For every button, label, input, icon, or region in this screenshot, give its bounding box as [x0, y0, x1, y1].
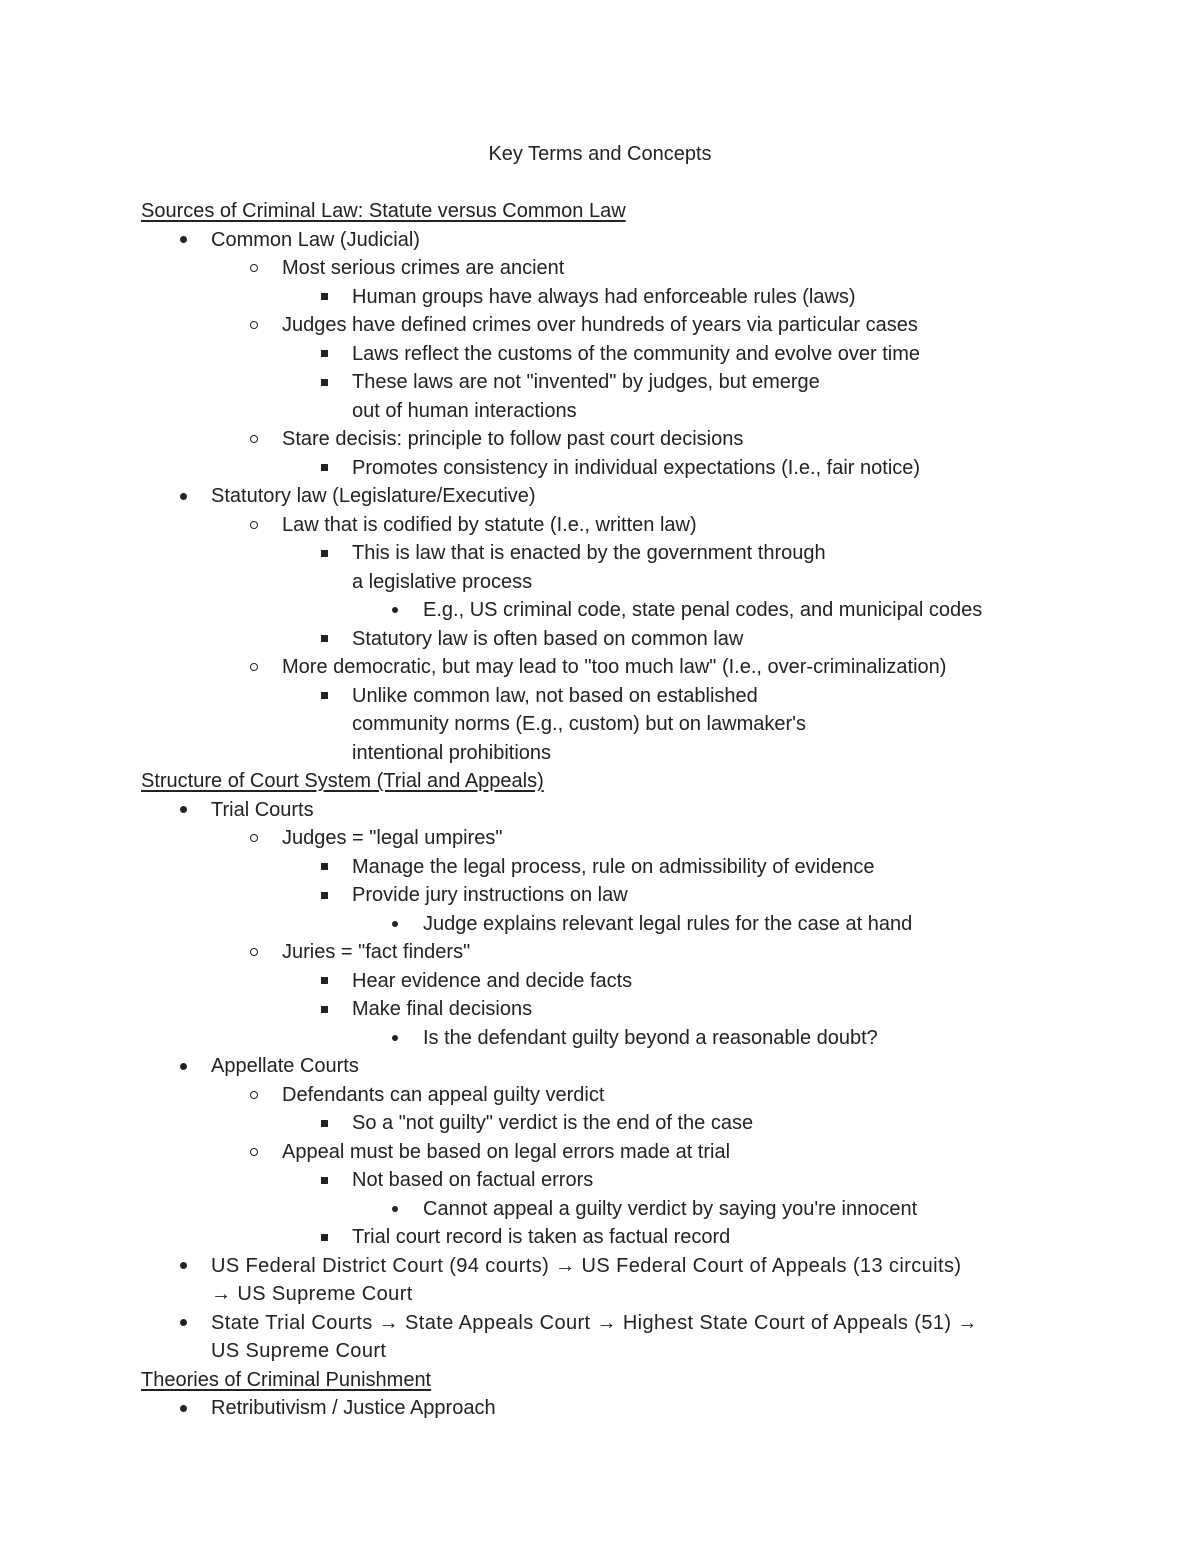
square-bullet-icon	[317, 1109, 331, 1138]
list-item: Trial court record is taken as factual record	[141, 1223, 1041, 1252]
filled-bullet-icon	[176, 796, 190, 825]
list-item: Human groups have always had enforceable rules (laws)	[141, 283, 1041, 312]
list-item: So a "not guilty" verdict is the end of the case	[141, 1109, 1041, 1138]
filled-bullet-icon	[176, 1394, 190, 1423]
square-bullet-icon	[317, 881, 331, 910]
filled-bullet-icon	[388, 1195, 402, 1224]
list-item: Appeal must be based on legal errors made at trial	[141, 1138, 1041, 1167]
square-bullet-icon	[317, 625, 331, 654]
list-item: US Federal District Court (94 courts) → US Federal Court of Appeals (13 circuits) → US Supreme Court	[141, 1252, 971, 1309]
square-bullet-icon	[317, 340, 331, 369]
list-item: Unlike common law, not based on established community norms (E.g., custom) but on lawmaker's intentional prohibitions	[141, 682, 852, 768]
list-item: These laws are not "invented" by judges, but emerge out of human interactions	[141, 368, 832, 425]
section-heading: Structure of Court System (Trial and Appeals)	[141, 770, 544, 792]
section-heading: Theories of Criminal Punishment	[141, 1368, 432, 1391]
list-item: Judges have defined crimes over hundreds of years via particular cases	[141, 311, 1041, 340]
list-item: Promotes consistency in individual expectations (I.e., fair notice)	[141, 454, 1041, 483]
square-bullet-icon	[317, 682, 331, 711]
list-item: Juries = "fact finders"	[141, 938, 1041, 967]
hollow-bullet-icon	[247, 425, 261, 454]
list-item: Appellate Courts	[141, 1052, 1041, 1081]
hollow-bullet-icon	[247, 824, 261, 853]
list-item: Retributivism / Justice Approach	[141, 1394, 1041, 1423]
list-item: Common Law (Judicial)	[141, 226, 1041, 255]
square-bullet-icon	[317, 1166, 331, 1195]
square-bullet-icon	[317, 967, 331, 996]
list-item: Statutory law (Legislature/Executive)	[141, 482, 1041, 511]
list-item: Defendants can appeal guilty verdict	[141, 1081, 1041, 1110]
square-bullet-icon	[317, 539, 331, 568]
page-title: Key Terms and Concepts	[488, 143, 712, 165]
filled-bullet-icon	[388, 910, 402, 939]
list-item: Most serious crimes are ancient	[141, 254, 1041, 283]
list-item: Provide jury instructions on law	[141, 881, 1041, 910]
square-bullet-icon	[317, 454, 331, 483]
hollow-bullet-icon	[247, 511, 261, 540]
list-item: State Trial Courts → State Appeals Court → Highest State Court of Appeals (51) → US Supreme Court	[141, 1309, 1011, 1366]
square-bullet-icon	[317, 853, 331, 882]
list-item: Is the defendant guilty beyond a reasonable doubt?	[141, 1024, 1041, 1053]
square-bullet-icon	[317, 283, 331, 312]
list-item: Judge explains relevant legal rules for the case at hand	[141, 910, 1041, 939]
hollow-bullet-icon	[247, 1081, 261, 1110]
list-item: Hear evidence and decide facts	[141, 967, 1041, 996]
list-item: This is law that is enacted by the government through a legislative process	[141, 539, 832, 596]
hollow-bullet-icon	[247, 938, 261, 967]
list-item: Trial Courts	[141, 796, 1041, 825]
list-item: Judges = "legal umpires"	[141, 824, 1041, 853]
list-item: Law that is codified by statute (I.e., written law)	[141, 511, 1041, 540]
filled-bullet-icon	[176, 1252, 190, 1281]
list-item: Statutory law is often based on common law	[141, 625, 1041, 654]
filled-bullet-icon	[176, 226, 190, 255]
square-bullet-icon	[317, 368, 331, 397]
hollow-bullet-icon	[247, 254, 261, 283]
square-bullet-icon	[317, 995, 331, 1024]
hollow-bullet-icon	[247, 1138, 261, 1167]
filled-bullet-icon	[176, 1052, 190, 1081]
list-item: E.g., US criminal code, state penal codes, and municipal codes	[141, 596, 1041, 625]
list-item: More democratic, but may lead to "too much law" (I.e., over-criminalization)	[141, 653, 1041, 682]
list-item: Manage the legal process, rule on admissibility of evidence	[141, 853, 1041, 882]
hollow-bullet-icon	[247, 311, 261, 340]
outline	[141, 197, 1041, 1423]
list-item: Laws reflect the customs of the community and evolve over time	[141, 340, 1041, 369]
square-bullet-icon	[317, 1223, 331, 1252]
filled-bullet-icon	[388, 1024, 402, 1053]
list-item: Not based on factual errors	[141, 1166, 1041, 1195]
list-item: Make final decisions	[141, 995, 1041, 1024]
list-item: Stare decisis: principle to follow past court decisions	[141, 425, 1041, 454]
filled-bullet-icon	[388, 596, 402, 625]
list-item: Cannot appeal a guilty verdict by saying you're innocent	[141, 1195, 1041, 1224]
filled-bullet-icon	[176, 1309, 190, 1338]
hollow-bullet-icon	[247, 653, 261, 682]
section-heading: Sources of Criminal Law: Statute versus Common Law	[141, 200, 626, 222]
filled-bullet-icon	[176, 482, 190, 511]
